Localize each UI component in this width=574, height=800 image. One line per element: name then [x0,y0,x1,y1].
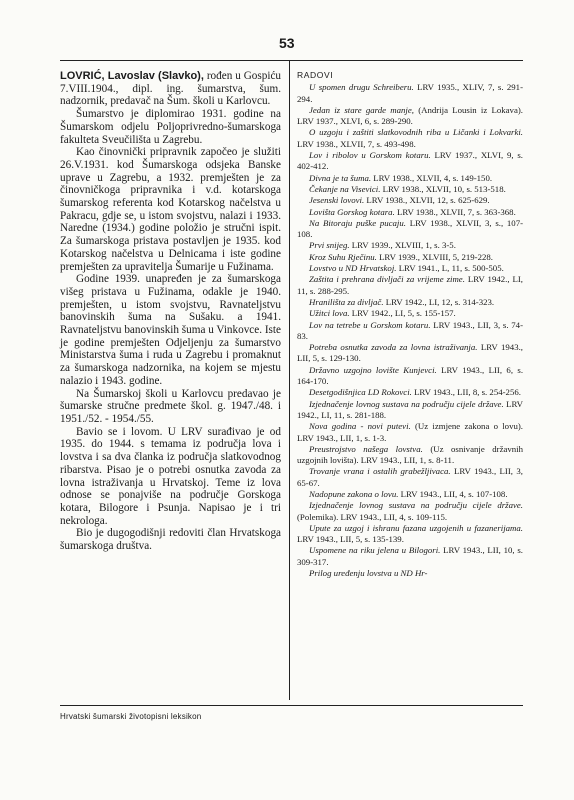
biography-paragraph: Šumarstvo je diplomirao 1931. godine na Šumarskom odjelu Poljoprivredno-šumarskoga fakulteta Sveučilišta u Zagrebu. [60,108,281,146]
works-heading: RADOVI [297,70,334,80]
works-entry-reference: LRV 1942., LI, 11, s. 281-188. [297,398,523,420]
works-entry-reference: LRV 1943., LII, 4, s. 107-108. [400,488,508,499]
footer-text: Hrvatski šumarski životopisni leksikon [60,712,202,721]
works-column [297,70,523,579]
works-entry-title: Nadopune zakona o lovu. [309,488,399,499]
biography-paragraph: Kao činovnički pripravnik započeo je služiti 26.V.1931. kod Šumarskoga odsjeka Banske uprave u Zagrebu, a 1932. premješten je za činovničkoga pripravnika i v.d. kotarskoga šumarskog referenta kod Kotarskog načelstva u Pakracu, gdje se, u istom svojstvu, nalazi i 1933. Naredne (1934.) godine položio je stručni ispit. Za šumarskoga pristava postavljen je 1935. kod Kotarskog načelstva u Delnicama i iste godine premješten za upravitelja Šumarije u Fužinama. [60,146,281,273]
works-entry [297,421,523,444]
works-entry [297,342,523,365]
entry-intro: rođen u Gospiću 7.VIII.1904., dipl. ing. šumarstva, šum. nadzornik, predavač na Šum. školi u Karlovcu. [60,70,282,108]
works-entry-reference: LRV 1938., XLVII, 10, s. 513-518. [382,183,506,194]
works-entry-title: O uzgoju i zaštiti slatkovodnih riba u Ličanki i Lokvarki. [309,127,523,138]
works-entry-reference: LRV 1942., LI, 11, s. 288-295. [297,274,523,296]
works-entry-title: Izjednačenje lovnog sustava na području cijele države. [309,398,504,409]
works-entry-reference: LRV 1943., LII, 1, s. 8-11. [360,455,455,466]
works-entry-title: Zaštita i prehrana divljači za vrijeme zime. [309,274,465,285]
works-entry-note: (Uz osnivanje državnih uzgojnih lovišta). [297,443,524,466]
works-entry-title: Jedan iz stare garde manje, [309,104,419,115]
biography-column [60,70,281,553]
works-entry-title: Užitci lova. [309,308,350,319]
works-entry-title: Upute za uzgoj i ishranu fazana uzgojenih u fazanerijama. [309,522,523,533]
works-entry-reference: LRV 1938., XLVII, 7, s. 363-368. [396,206,516,217]
works-entry-note: (Uz izmjene zakona o lovu). [414,421,523,432]
biography-paragraph: Bavio se i lovom. U LRV surađivao je od 1935. do 1944. s temama iz područja lova i lovstva i sa dva članka iz područja slatkovodnog ribarstva. Pisao je o potrebi osnutka zavoda za lovna istraživanja u Hrvatskoj. Teme iz lova odnose se ponajviše na područje Gorskoga kotara, Bilogore i Psunja. Napisao je i tri nekrologa. [60,425,281,527]
page-number: 53 [279,35,295,51]
works-entry-reference: LRV 1938., XLVII, 7, s. 493-498. [297,138,416,149]
works-entry-title: Kroz Suhu Rječinu. [309,251,377,262]
works-entry-title: Lov i ribolov u Gorskom kotaru. [309,150,431,161]
works-entry [297,240,523,251]
works-entry [297,387,523,398]
works-entry-reference: LRV 1943., LII, 5, s. 135-139. [297,534,404,545]
works-entry-reference: LRV 1935., XLIV, 7, s. 291-294. [297,82,523,104]
works-entry-title: Potreba osnutka zavoda za lovna istraživanja. [309,342,478,353]
works-entry-reference: LRV 1942., LI, 5, s. 155-157. [351,308,456,319]
works-entry-title: Jesenski lovovi. [309,195,365,206]
works-entry-reference: LRV 1943., LII, 3, 65-67. [297,466,523,488]
works-entry [297,207,523,218]
works-entry [297,184,523,195]
works-entry [297,399,523,422]
works-entry [297,489,523,500]
works-entry-reference: LRV 1938., XLVII, 12, s. 625-629. [366,195,490,206]
works-entry-title: Hranilišta za divljač. [309,296,384,307]
works-entry [297,523,523,546]
works-entry-reference: LRV 1943., LII, 10, s. 309-317. [297,545,524,567]
works-entry-reference: LRV 1943., LII, 5, s. 129-130. [297,342,524,364]
header-rule [60,60,523,61]
biography-paragraph: Godine 1939. unapređen je za šumarskoga višeg pristava u Fužinama, odakle je 1940. premješten, u istom svojstvu, Ravnateljstvu banovinskih šuma na Sušaku. a 1941. Ravnateljstvu banovinskih šuma u Vinkovce. Iste je godine premješten Odjeljenju za šumarstvo Ministarstva šuma i ruda u Zagrebu i promaknut za šumarskoga nadzornika, na kojem se mjestu nalazio i 1943. godine. [60,273,281,387]
works-list [297,82,523,579]
works-entry [297,568,523,579]
works-entry [297,150,523,173]
works-entry-title: Na Bitoraju puške pucaju. [309,217,406,228]
works-entry-title: Državno uzgojno lovište Kunjevci. [309,364,437,375]
column-divider [289,60,290,700]
works-entry [297,218,523,241]
works-entry [297,252,523,263]
biography-intro [60,70,281,108]
works-entry-reference: LRV 1943., LII, 6, s. 164-170. [297,364,524,387]
works-entry-reference: LRV 1943., LII, 3, s. 74-83. [297,319,524,341]
works-entry-title: Prilog uređenju lovstva u ND Hr- [309,568,428,579]
works-entry-title: Nova godina - novi putevi. [309,421,411,432]
works-entry [297,297,523,308]
works-entry [297,195,523,206]
works-entry [297,444,523,467]
footer-rule [60,705,523,706]
works-entry-reference: LRV 1943., LII, 8, s. 254-256. [414,387,521,398]
works-entry [297,274,523,297]
works-entry-reference: LRV 1938., XLVII, 4, s. 149-150. [373,172,493,183]
works-entry-reference: LRV 1937., XLVI, 9, s. 402-412. [297,150,523,172]
works-entry [297,320,523,343]
works-entry [297,105,523,128]
works-entry-reference: LRV 1937., XLVI, 6, s. 289-290. [297,116,413,127]
works-entry [297,82,523,105]
works-entry-title: U spomen drugu Schreiberu. [309,82,414,93]
works-entry [297,263,523,274]
works-entry-reference: LRV 1942., LI, 12, s. 314-323. [385,296,495,307]
works-entry-title: Čekanje na Visevici. [309,183,381,194]
works-entry [297,500,523,523]
works-entry-reference: LRV 1938., XLVII, 3, s., 107-108. [297,217,524,240]
works-entry [297,173,523,184]
works-entry-reference: LRV 1939., XLVIII, 1, s. 3-5. [351,240,456,251]
works-entry-title: Preustrojstvo našega lovstva. [309,443,423,454]
works-entry-note: (Andrija Lousin iz Lokava). [418,104,523,115]
works-entry [297,466,523,489]
biography-paragraph: Bio je dugogodišnji redoviti član Hrvatskoga šumarskoga društva. [60,527,281,553]
biography-paragraph: Na Šumarskoj školi u Karlovcu predavao je šumarske stručne predmete škol. g. 1947./48. i 1951./52. - 1954./55. [60,387,281,425]
works-entry-title: Lovišta Gorskog kotara. [309,206,395,217]
works-entry-title: Desetgodišnjica LD Rokovci. [309,387,412,398]
works-entry [297,545,523,568]
works-entry-title: Izjednačenje lovnog sustava na području cijele države. [309,500,523,511]
works-entry [297,365,523,388]
works-entry-title: Uspomene na riku jelena u Bilogori. [309,545,441,556]
works-entry-reference: LRV 1939., XLVIII, 5, 219-228. [379,251,493,262]
works-entry [297,127,523,150]
works-entry-title: Lov na tetrebe u Gorskom kotaru. [309,319,431,330]
works-entry-title: Lovstvo u ND Hrvatskoj. [309,263,397,274]
works-entry-reference: LRV 1941., L, 11, s. 500-505. [398,263,504,274]
works-entry-reference: LRV 1943., LII, 1, s. 1-3. [297,432,387,443]
entry-name: LOVRIĆ, Lavoslav (Slavko), [60,70,204,82]
works-entry-reference: LRV 1943., LII, 4, s. 109-115. [340,511,448,522]
works-entry-note: (Polemika). [297,511,339,522]
works-entry-title: Trovanje vrana i ostalih grabežljivaca. [309,466,451,477]
works-entry [297,308,523,319]
works-entry-title: Prvi snijeg. [309,240,350,251]
works-entry-title: Divna je ta šuma. [309,172,372,183]
